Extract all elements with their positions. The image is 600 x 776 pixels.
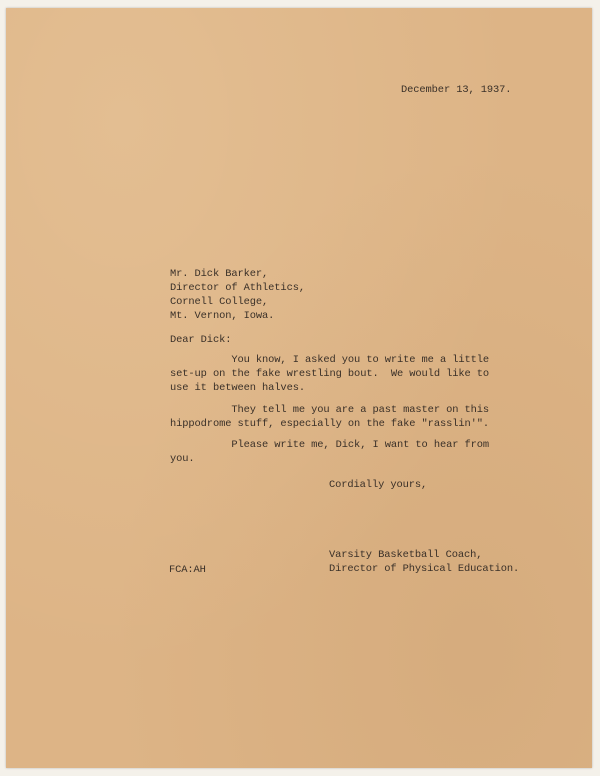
closing: Cordially yours, (329, 479, 428, 491)
recipient-line: Director of Athletics, (170, 282, 305, 294)
signature-title-line: Varsity Basketball Coach, (329, 549, 483, 561)
body-line: hippodrome stuff, especially on the fake "rasslin'". (170, 418, 490, 430)
signature-titles (329, 548, 519, 576)
body-paragraph (170, 438, 489, 466)
body-line: They tell me you are a past master on this (170, 404, 490, 416)
recipient-line: Mr. Dick Barker, (170, 268, 269, 280)
letter-page (6, 8, 592, 768)
body-line: Please write me, Dick, I want to hear from (170, 439, 490, 451)
body-line: you. (170, 453, 195, 465)
signature-title-line: Director of Physical Education. (329, 563, 520, 575)
body-line: You know, I asked you to write me a little (170, 354, 490, 366)
body-paragraph (170, 403, 489, 431)
recipient-address (170, 267, 305, 323)
recipient-line: Mt. Vernon, Iowa. (170, 310, 275, 322)
body-line: set-up on the fake wrestling bout. We would like to (170, 368, 490, 380)
salutation: Dear Dick: (170, 334, 232, 346)
body-line: use it between halves. (170, 382, 305, 394)
reference-initials: FCA:AH (169, 564, 206, 576)
recipient-line: Cornell College, (170, 296, 269, 308)
body-paragraph (170, 353, 489, 395)
letter-date: December 13, 1937. (401, 84, 512, 96)
